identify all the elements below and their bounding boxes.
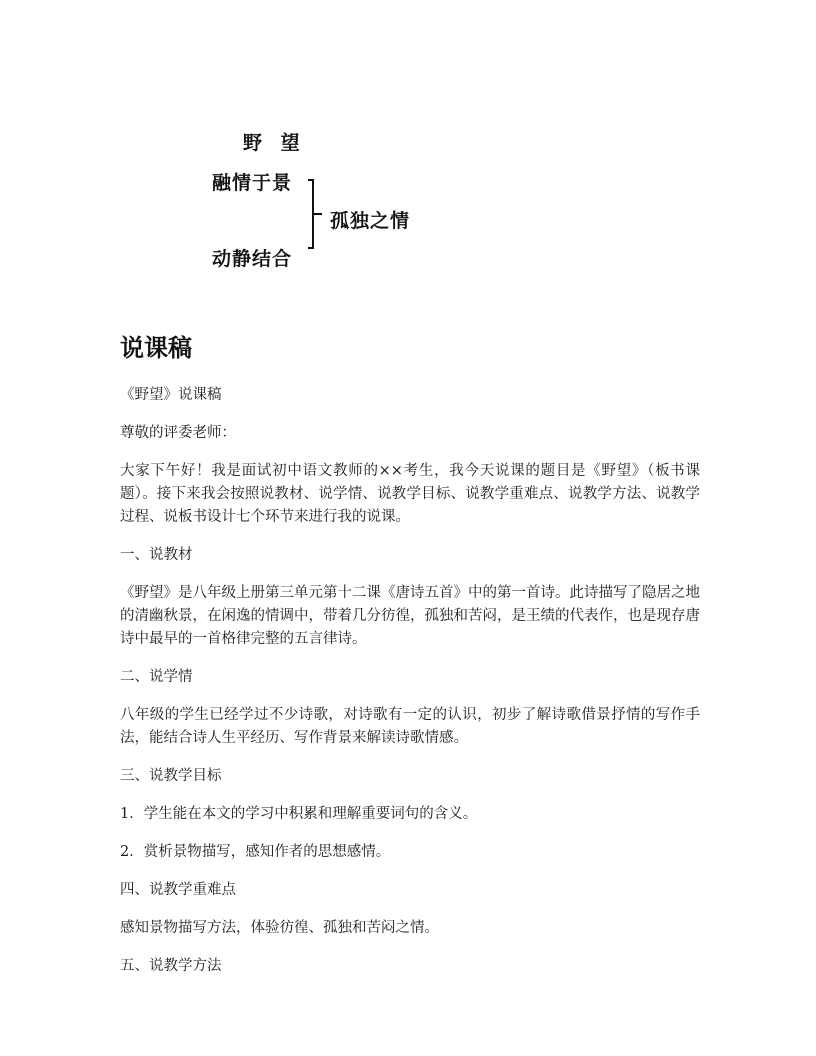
- doc-title-line: 《野望》说课稿: [120, 387, 222, 403]
- board-title: 野 望: [243, 132, 306, 154]
- page-heading: 说课稿: [120, 334, 192, 362]
- goal-item: 2．赏析景物描写，感知作者的思想感情。: [120, 844, 391, 860]
- intro-paragraph: 大家下午好！我是面试初中语文教师的××考生，我今天说课的题目是《野望》（板书课题）。接下来我会按照说教材、说学情、说教学目标、说教学重难点、说教学方法、说教学过程、说板书设计七个环节来进行我的说课。: [120, 463, 700, 525]
- key-points-paragraph: 感知景物描写方法，体验彷徨、孤独和苦闷之情。: [120, 920, 439, 936]
- students-paragraph: 八年级的学生已经学过不少诗歌，对诗歌有一定的认识，初步了解诗歌借景抒情的写作手法，能结合诗人生平经历、写作背景来解读诗歌情感。: [120, 707, 700, 746]
- board-right-text: 孤独之情: [330, 210, 411, 232]
- section-heading-key-points: 四、说教学重难点: [120, 882, 236, 898]
- textbook-paragraph: 《野望》是八年级上册第三单元第十二课《唐诗五首》中的第一首诗。此诗描写了隐居之地的清幽秋景，在闲逸的情调中，带着几分彷徨，孤独和苦闷，是王绩的代表作，也是现存唐诗中最早的一首格律完整的五言律诗。: [120, 585, 700, 647]
- section-heading-methods: 五、说教学方法: [120, 958, 222, 974]
- section-heading-students: 二、说学情: [120, 669, 193, 685]
- document-body: [120, 384, 700, 993]
- board-left-bottom-text: 动静结合: [212, 248, 293, 270]
- section-heading-textbook: 一、说教材: [120, 547, 193, 563]
- section-heading-goals: 三、说教学目标: [120, 768, 222, 784]
- board-left-top-text: 融情于景: [212, 172, 293, 194]
- greeting-line: 尊敬的评委老师：: [120, 425, 236, 441]
- bracket-connector: [305, 178, 325, 250]
- board-design-diagram: [0, 0, 816, 300]
- goal-item: 1．学生能在本文的学习中积累和理解重要词句的含义。: [120, 806, 478, 822]
